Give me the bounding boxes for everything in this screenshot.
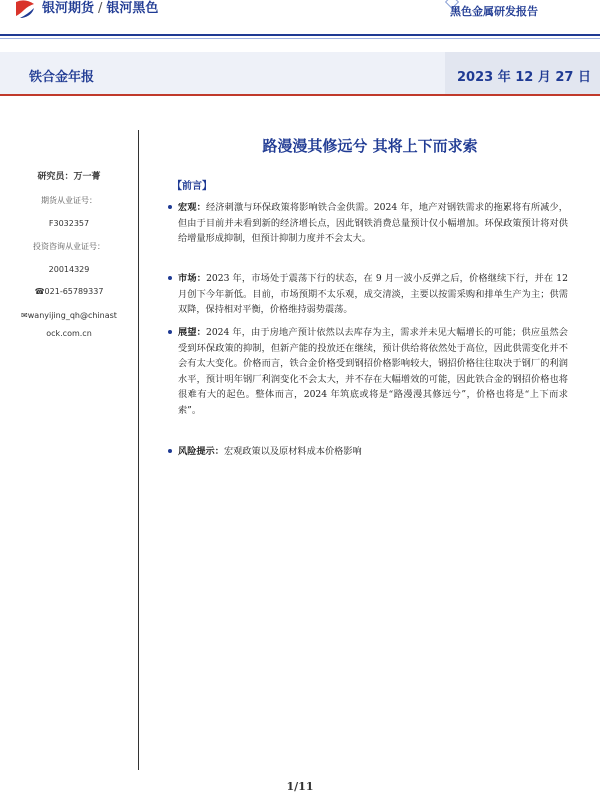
license-label: 期货从业证号： — [41, 196, 97, 205]
report-date: 2023 年 12 月 27 日 — [457, 70, 591, 85]
email-line-2: ock.com.cn — [46, 329, 92, 338]
bullet-risk — [168, 444, 568, 460]
bullet-outlook — [168, 325, 568, 419]
bullet-text: 宏观政策以及原材料成本价格影响 — [223, 446, 362, 457]
advisor-label: 投资咨询从业证号： — [33, 242, 105, 251]
researcher-name: 研究员：万一菁 — [37, 172, 101, 182]
bullet-text: 2023 年，市场处于震荡下行的状态，在 9 月一波小反弹之后，价格继续下行，并在 12 月创下今年新低。目前，市场预期不太乐观，成交清淡，主要以按需采购和排单生产为主；供需双降，保持相对平衡，价格维持弱势震荡。 — [178, 273, 568, 316]
column-divider — [138, 130, 139, 770]
bullet-label: 风险提示： — [178, 446, 224, 457]
bullet-market — [168, 271, 568, 318]
report-title: 路漫漫其修远兮 其将上下而求索 — [262, 137, 478, 155]
bullet-dot — [168, 276, 172, 280]
band-rule — [0, 94, 600, 96]
galaxy-logo-icon — [14, 0, 36, 18]
phone-number: ☎021-65789337 — [34, 287, 104, 296]
bullet-macro — [168, 200, 568, 247]
report-type: 铁合金年报 — [29, 70, 95, 85]
bullet-dot — [168, 449, 172, 453]
bullet-text: 经济刺激与环保政策将影响铁合金供需。2024 年，地产对钢铁需求的拖累将有所减少，但由于目前并未看到新的经济增长点，因此钢铁消费总量预计仅小幅增加。环保政策预计将对供给增量形成抑制，但预计抑制力度并不会太大。 — [178, 202, 568, 245]
section-heading: 【前言】 — [172, 181, 212, 192]
brand-name: 银河期货 / 银河黑色 — [42, 1, 159, 16]
bullet-label: 市场： — [178, 273, 207, 284]
brand-left: 银河期货 — [42, 1, 95, 16]
email-line-1: ✉wanyijing_qh@chinast — [21, 311, 117, 320]
header-rule — [0, 34, 600, 36]
department-name: 黑色金属研发报告 — [450, 5, 538, 18]
bullet-label: 宏观： — [178, 202, 206, 213]
header-rule-thin — [0, 38, 600, 39]
advisor-number: 20014329 — [48, 265, 90, 274]
brand-right: 银河黑色 — [106, 1, 159, 16]
bullet-text: 2024 年，由于房地产预计依然以去库存为主，需求并未见大幅增长的可能；供应虽然会受到环保政策的抑制，但新产能的投放还在继续，预计供给将依然处于高位，因此供需变化并不会有太大变化。价格而言，铁合金价格受到钢招价格影响较大，钢招价格往往取决于钢厂的利润水平，预计明年钢厂利润变化不会太大，并不存在大幅增效的可能，因此铁合金的钢招价格也将很难有大的起色。整体而言，2024 年筑底或将是“路漫漫其修远兮”，价格也将是“上下而求索”。 — [178, 327, 568, 416]
page-number: 1/11 — [286, 780, 314, 793]
bullet-dot — [168, 205, 172, 209]
bullet-label: 展望： — [178, 327, 206, 338]
license-number: F3032357 — [48, 219, 90, 228]
bullet-dot — [168, 330, 172, 334]
report-header — [0, 0, 600, 32]
